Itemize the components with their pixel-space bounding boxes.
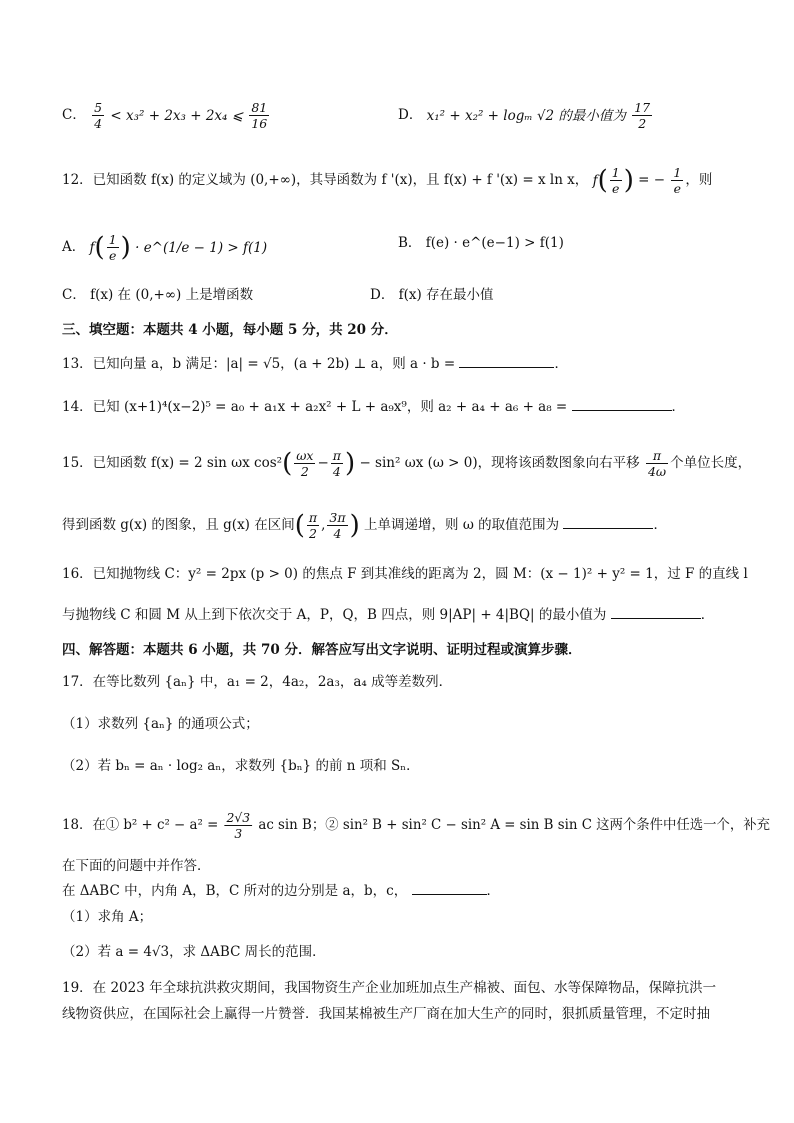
- fraction: $\frac{1}{e}$: [108, 232, 117, 263]
- q12-stem: 12．已知函数 f(x) 的定义域为 (0,+∞)，其导函数为 f '(x)，且 f(x) + f '(x) = x ln x， f( $\frac{1}{e}$ ) = − $\frac{1}{e}$ ，则: [62, 165, 713, 196]
- q12-option-c: C． f(x) 在 (0,+∞) 上是增函数: [62, 287, 254, 303]
- section-3-heading: 三、填空题：本题共 4 小题，每小题 5 分，共 20 分．: [62, 322, 398, 338]
- question-text: 与抛物线 C 和圆 M 从上到下依次交于 A，P，Q，B 四点，则 9|AP| + 4|BQ| 的最小值为: [62, 607, 607, 623]
- q18-line-3: [62, 882, 500, 900]
- answer-blank[interactable]: [611, 606, 701, 619]
- option-label: D．: [398, 107, 423, 123]
- question-text: ．: [671, 399, 686, 415]
- answer-blank[interactable]: [563, 516, 653, 529]
- question-text: ．: [554, 356, 568, 372]
- q16-line-2: [62, 606, 714, 624]
- q11-option-c: [62, 100, 271, 131]
- fraction: $\frac{2√3}{3}$: [226, 810, 251, 841]
- question-text: 15．已知函数 f(x) = 2 sin ωx cos²: [62, 455, 283, 471]
- fraction: $\frac{17}{2}$: [634, 100, 651, 131]
- question-text: ，则: [685, 172, 713, 188]
- q17-part-1: （1）求数列 {aₙ} 的通项公式；: [62, 716, 259, 732]
- question-text: ．: [653, 517, 667, 533]
- answer-blank[interactable]: [572, 398, 672, 411]
- q12-option-b: B． f(e) · e^(e−1) > f(1): [398, 235, 564, 251]
- math-expression: < x₃² + 2x₃ + 2x₄ ⩽: [110, 107, 244, 124]
- fraction: $\frac{81}{16}$: [251, 100, 268, 131]
- math-expression: · e^(1/e − 1) > f(1): [135, 239, 268, 256]
- question-text: 在 ΔABC 中，内角 A，B，C 所对的边分别是 a，b，c，: [62, 883, 408, 899]
- q13: [62, 355, 568, 373]
- question-text: 12．已知函数 f(x) 的定义域为 (0,+∞)，其导函数为 f '(x)，且 f(x) + f '(x) = x ln x，: [62, 172, 589, 188]
- q19-line-1: 19．在 2023 年全球抗洪救灾期间，我国物资生产企业加班加点生产棉被、面包、水等保障物品，保障抗洪一: [62, 980, 717, 996]
- q12-option-d: D． f(x) 存在最小值: [370, 287, 494, 303]
- question-text: 得到函数 g(x) 的图象，且 g(x) 在区间: [62, 517, 295, 533]
- q18-part-2: （2）若 a = 4√3，求 ΔABC 周长的范围．: [62, 944, 326, 960]
- question-text: ．: [700, 607, 715, 623]
- fraction: $\frac{5}{4}$: [94, 100, 103, 131]
- q12-option-a: A． f( $\frac{1}{e}$ ) · e^(1/e − 1) > f(1): [62, 232, 268, 263]
- option-label: A．: [62, 239, 86, 255]
- option-label: C．: [62, 107, 86, 123]
- q18-stem: [62, 810, 770, 841]
- question-text: 上单调递增，则 ω 的取值范围为: [364, 517, 560, 533]
- answer-blank[interactable]: [412, 882, 487, 895]
- section-4-heading: 四、解答题：本题共 6 小题，共 70 分．解答应写出文字说明、证明过程或演算步骤．: [62, 642, 582, 658]
- math-expression: −: [317, 455, 329, 471]
- q14: [62, 398, 685, 416]
- q17-part-2: （2）若 bₙ = aₙ · log₂ aₙ，求数列 {bₙ} 的前 n 项和 Sₙ．: [62, 758, 420, 774]
- q11-option-d: [398, 100, 654, 131]
- math-expression: = −: [638, 172, 666, 188]
- question-text: ．: [486, 883, 501, 899]
- question-text: 14．已知 (x+1)⁴(x−2)⁵ = a₀ + a₁x + a₂x² + L + a₉x⁹，则 a₂ + a₄ + a₆ + a₈ =: [62, 399, 568, 415]
- answer-blank[interactable]: [459, 355, 554, 368]
- q15-line-1: 15．已知函数 f(x) = 2 sin ωx cos²( $\frac{\omega x}{2}$ − $\frac{\pi}{4}$ ) − sin² ωx (ω > 0)，现将该函数图象向右平移 $\frac{\pi}{4\omega}$ 个单位长度，: [62, 448, 752, 479]
- q19-line-2: 线物资供应，在国际社会上赢得一片赞誉．我国某棉被生产厂商在加大生产的同时，狠抓质量管理，不定时抽: [62, 1006, 710, 1022]
- question-text: 13．已知向量 a，b 满足：|a| = √5，(a + 2b) ⊥ a，则 a · b =: [62, 356, 456, 372]
- q18-line-2: 在下面的问题中并作答．: [62, 858, 211, 874]
- math-expression: f: [592, 172, 598, 189]
- fraction: $\frac{3\pi}{4}$: [329, 510, 346, 541]
- math-expression: x₁² + x₂² + logₘ √2 的最小值为: [426, 107, 626, 124]
- question-text: 18．在① b² + c² − a² =: [62, 817, 219, 833]
- question-text: 个单位长度，: [670, 455, 752, 471]
- fraction: $\frac{\pi}{4\omega}$: [647, 448, 667, 479]
- fraction: $\frac{1}{e}$: [611, 165, 620, 196]
- fraction: $\frac{1}{e}$: [673, 165, 682, 196]
- question-text: − sin² ωx (ω > 0)，现将该函数图象向右平移: [359, 455, 640, 471]
- fraction: $\frac{\omega x}{2}$: [296, 448, 314, 479]
- math-expression: ,: [321, 517, 326, 533]
- fraction: $\frac{\pi}{4}$: [332, 448, 341, 479]
- q15-line-2: 得到函数 g(x) 的图象，且 g(x) 在区间( $\frac{\pi}{2}$ , $\frac{3\pi}{4}$ ) 上单调递增，则 ω 的取值范围为 ．: [62, 510, 667, 541]
- fraction: $\frac{\pi}{2}$: [308, 510, 318, 541]
- question-text: ac sin B；② sin² B + sin² C − sin² A = sin B sin C 这两个条件中任选一个，补充: [258, 817, 770, 833]
- q16-line-1: 16．已知抛物线 C：y² = 2px (p > 0) 的焦点 F 到其准线的距离为 2，圆 M：(x − 1)² + y² = 1，过 F 的直线 l: [62, 566, 748, 582]
- q18-part-1: （1）求角 A；: [62, 909, 153, 925]
- q17-stem: 17．在等比数列 {aₙ} 中，a₁ = 2，4a₂，2a₃，a₄ 成等差数列．: [62, 674, 453, 690]
- math-expression: f: [89, 239, 95, 256]
